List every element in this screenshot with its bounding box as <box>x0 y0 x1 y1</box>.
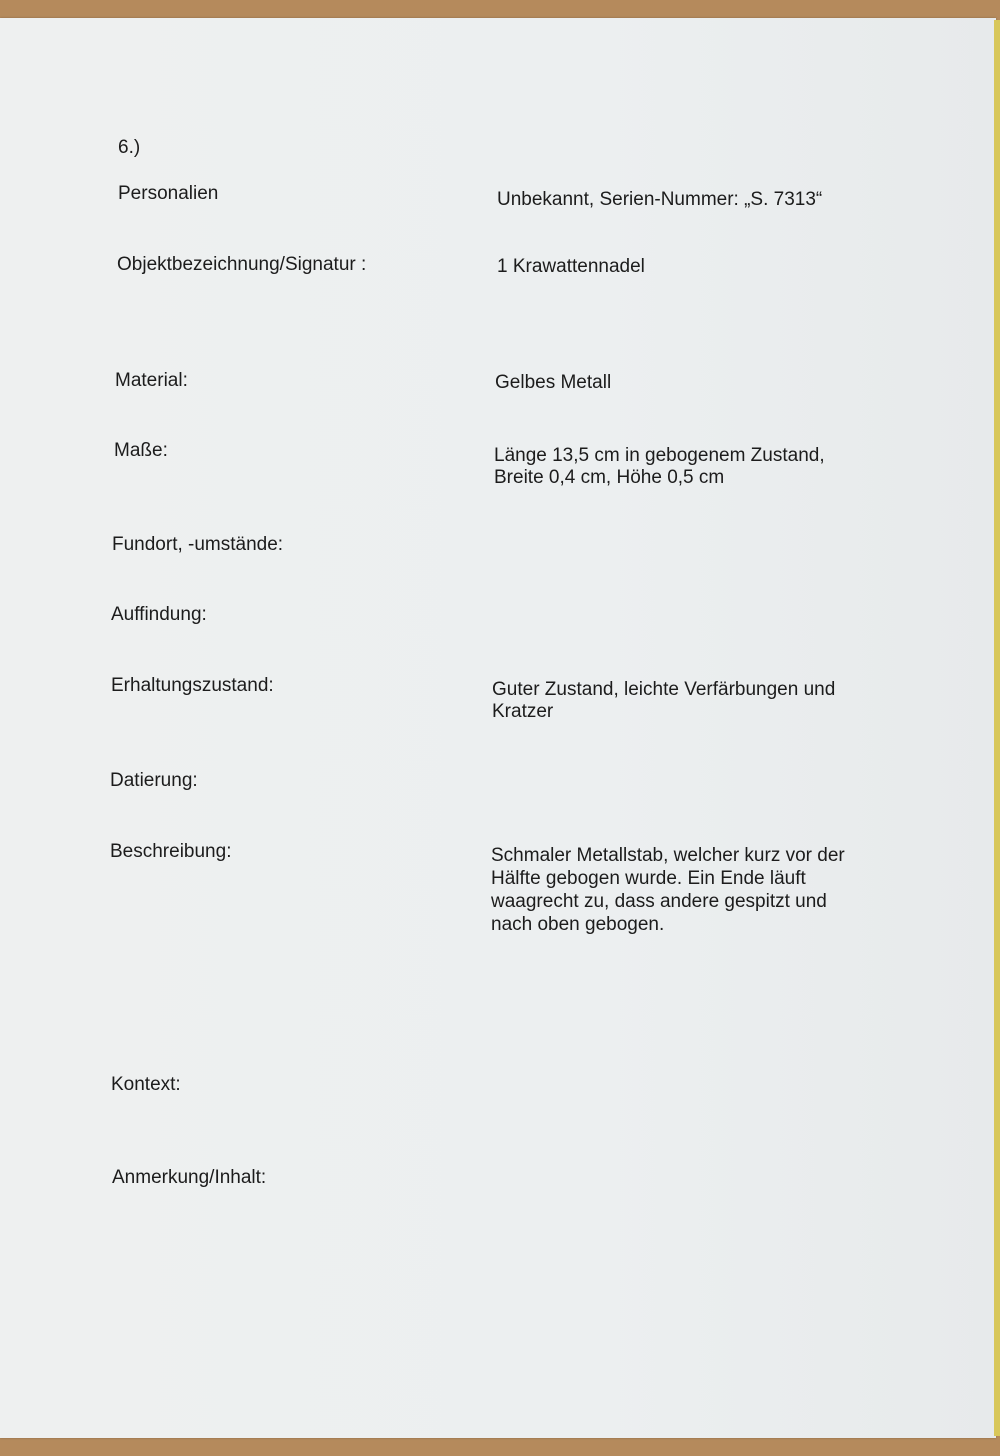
label-erhaltungszustand: Erhaltungszustand: <box>111 675 274 696</box>
label-material: Material: <box>115 370 188 391</box>
value-material: Gelbes Metall <box>495 372 612 393</box>
yellow-folder-edge <box>994 20 1000 1436</box>
document-page <box>0 18 996 1438</box>
label-fundort: Fundort, -umstände: <box>112 534 284 555</box>
label-objektbezeichnung: Objektbezeichnung/Signatur : <box>117 254 367 275</box>
value-personalien: Unbekannt, Serien-Nummer: „S. 7313“ <box>497 189 823 210</box>
label-kontext: Kontext: <box>111 1074 181 1095</box>
value-beschreibung-line4: nach oben gebogen. <box>491 914 665 935</box>
value-objektbezeichnung: 1 Krawattennadel <box>497 256 645 277</box>
value-erhaltungszustand-line1: Guter Zustand, leichte Verfärbungen und <box>492 679 836 700</box>
entry-number: 6.) <box>118 137 141 158</box>
label-auffindung: Auffindung: <box>111 604 207 625</box>
label-datierung: Datierung: <box>110 770 198 791</box>
value-beschreibung-line2: Hälfte gebogen wurde. Ein Ende läuft <box>491 868 806 889</box>
value-beschreibung-line1: Schmaler Metallstab, welcher kurz vor der <box>491 845 845 866</box>
label-personalien: Personalien <box>118 183 219 204</box>
label-anmerkung: Anmerkung/Inhalt: <box>112 1167 267 1188</box>
value-masse-line1: Länge 13,5 cm in gebogenem Zustand, <box>494 445 825 466</box>
value-beschreibung-line3: waagrecht zu, dass andere gespitzt und <box>491 891 827 912</box>
label-beschreibung: Beschreibung: <box>110 841 232 862</box>
value-masse-line2: Breite 0,4 cm, Höhe 0,5 cm <box>494 467 725 488</box>
value-erhaltungszustand-line2: Kratzer <box>492 701 554 722</box>
label-masse: Maße: <box>114 440 168 461</box>
